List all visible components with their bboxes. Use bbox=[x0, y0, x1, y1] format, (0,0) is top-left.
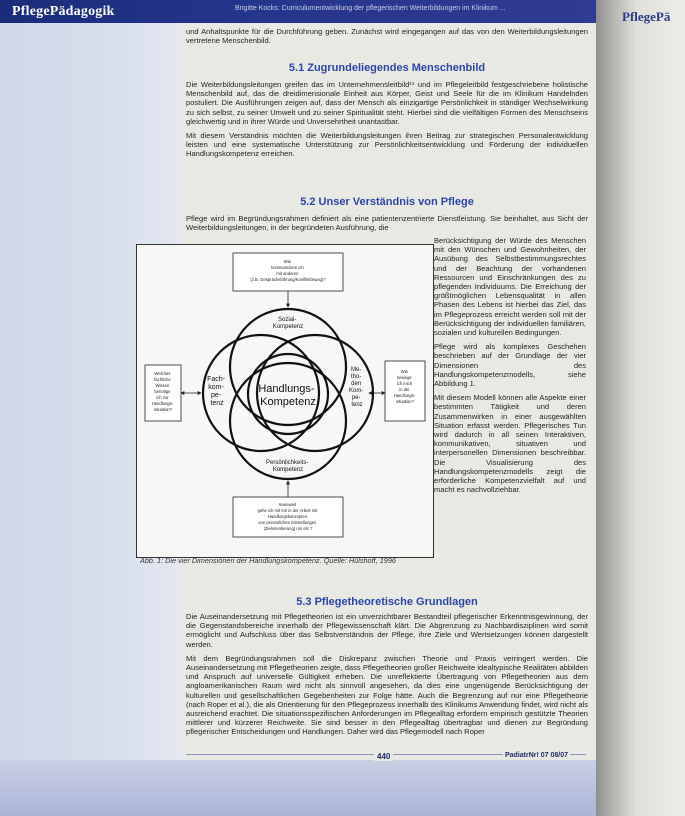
label-center: Handlungs- Kompetenz bbox=[258, 383, 316, 408]
competence-model-figure bbox=[136, 244, 434, 558]
section-5-1-p2: Mit diesem Verständnis möchten die Weiterbildungsleitungen ihren Beitrag zur strategischen Personalentwicklung leisten und eine systematische Unterstützung zur Persönlichkeitsentwicklung und Förderung der individuellen Handlungskompetenz erreichen. bbox=[186, 131, 588, 159]
box-bottom-text: Inwieweit gehe ich mit mir in der Arbeit mit Handlungskonzepten von persönlichen Einstellungen (Zielorientierung) um etc.? bbox=[257, 502, 318, 531]
competence-diagram bbox=[137, 245, 433, 557]
box-top-text: Wie kommuniziere ich mit anderen (z.B. Gesprächsführung/Konfliktlösung)? bbox=[250, 259, 326, 282]
label-social: Sozial- Kompetenz bbox=[272, 317, 304, 330]
section-heading-5-1: 5.1 Zugrundeliegendes Menschenbild bbox=[288, 62, 486, 74]
intro-paragraph bbox=[186, 27, 588, 50]
running-head: Brigitte Kocks: Curriculumentwicklung der pflegerischen Weiterbildungen im Klinikum ... bbox=[235, 5, 506, 12]
box-left-text: Welches fachliche Wissen benötige ich zur Handlungs- situation? bbox=[151, 371, 174, 412]
label-method: Me- tho- den Kom- pe- tenz bbox=[348, 367, 364, 408]
box-right-text: Wie bewege ich mich in der Handlungs- situation? bbox=[393, 369, 416, 404]
header-band bbox=[0, 0, 596, 23]
section-5-1-body bbox=[186, 80, 588, 164]
right-page-edge bbox=[596, 0, 685, 816]
section-5-3-p2: Mit dem Begründungsrahmen soll die Diskrepanz zwischen Theorie und Praxis verringert werden. Die Auseinandersetzung mit Pflegetheorien zeigte, dass Pflegetheorien großer Reichweite idealtypische Realitäten abbilden und Anspruch auf universelle Gültigkeit erheben. Die unreflektierte Übertragung von Pflegetheorien aus dem angloamerikanischen Raum wird nicht als sinnvoll angesehen, da dies eine ungenügende Berücksichtigung der kulturellen und gesellschaftlichen Gegebenheiten zur Folge hätte. Auch die Begrenzung auf nur eine Pflegetheorie (nach Roper et al.), die als Orientierung für den Pflegeprozess innerhalb des Klinikums Anwendung findet, wird nicht als ausreichend erachtet. Die situationsspezifischen Anforderungen im Pflegealltag erfordern empirisch gestützte Theorien mittlerer und kürzerer Reichweite. Sie sind besser in den Pflegealltag übertragbar und dienen zur Begründung pflegerischer Entscheidungen und Handlungen. Daher wird das Pflegemodell nach Roper bbox=[186, 653, 588, 737]
section-5-2-wrap-p1: Berücksichtigung der Würde des Menschen mit den Wünschen und Gewohnheiten, der Ausübung des Selbstbestimmungsrechtes und der Beachtung der vorhandenen Ressourcen und Einschränkungen des zu pflegenden Individuums. Die Erreichung der größtmöglichen Lebensqualität in allen Phasen des Lebens ist hierbei das Ziel, das im Pflegeprozess erreicht werden soll mit der Berücksichtigung der individuellen familiären, sozialen und kulturellen Bedingungen. bbox=[434, 236, 586, 338]
section-5-2-wrap-p3: Mit diesem Modell können alle Aspekte einer bestimmten Tätigkeit und deren Zusammenwirken in einer ausgewählten Situation erfasst werden. Pflegerisches Tun wird dadurch in all seinen Interaktiven, kommunikativen, situativen und interpersonellen Dimensionen beschreibbar. Die Visualisierung des Handlungskompetenzmodells zeigt die erforderliche Kompetenzvielfalt auf und macht es nachvollziehbar. bbox=[434, 393, 586, 495]
journal-issue: PadiatrNr! 07 08/07 bbox=[505, 752, 569, 759]
section-5-2-intro bbox=[186, 214, 588, 237]
section-5-1-p1: Die Weiterbildungsleitungen greifen das im Unternehmensleitbild¹¹ und im Pflegeleitbild festgeschriebene holistische Menschenbild auf, das die dreidimensionale Einheit aus Körper, Geist und Seele für die im Klinikum Handelnden postuliert. Die Ausführungen zeigen auf, dass der Mensch als einzigartige Persönlichkeit in ständiger Wechselwirkung zu sich selbst, zu seiner Umwelt und zu seiner Spiritualität steht. Hierbei sind die vielfältigen Formen des Menschseins gleichwertig und in ihrer Würde und Unversehrtheit unantastbar. bbox=[186, 80, 588, 126]
label-personal: Persönlichkeits- Kompetenz bbox=[265, 460, 309, 473]
bottom-margin-band bbox=[0, 760, 596, 816]
label-fach: Fach- kom- pe- tenz bbox=[207, 376, 225, 407]
section-5-3-body bbox=[186, 612, 588, 742]
section-5-2-wrap-p2: Pflege wird als komplexes Geschehen beschrieben auf der Grundlage der vier Dimensionen des Handlungskompetenzmodells, siehe Abbildung 1. bbox=[434, 342, 586, 389]
journal-brand: PflegePädagogik bbox=[12, 4, 115, 19]
section-5-2-p1: Pflege wird im Begründungsrahmen definiert als eine patientenzentrierte Dienstleistung. Sie beinhaltet, aus Sicht der Weiterbildungsleitungen, in der begründeten Ausführung, die bbox=[186, 214, 588, 233]
section-heading-5-3: 5.3 Pflegetheoretische Grundlagen bbox=[296, 596, 478, 608]
page-number: 440 bbox=[374, 752, 393, 761]
section-5-2-wrap-column bbox=[434, 236, 586, 499]
section-5-3-p1: Die Auseinandersetzung mit Pflegetheorien ist ein unverzichtbarer Bestandteil pflegerischer Erkenntnisgewinnung, der die Gegenstandsbereiche innerhalb der Pflegewissenschaft klärt. Die Abgrenzung zu Nachbardisziplinen wird somit ermöglicht und Aufschluss über das Selbstverständnis der Pflege, ihre Ziele und Wertsetzungen können dargestellt werden. bbox=[186, 612, 588, 649]
section-heading-5-2: 5.2 Unser Verständnis von Pflege bbox=[300, 196, 474, 208]
intro-text: und Anhaltspunkte für die Durchführung geben. Zunächst wird eingegangen auf das von den Weiterbildungsleitungen vertretene Menschenbild. bbox=[186, 27, 588, 46]
next-page-brand: PflegePä bbox=[622, 9, 671, 24]
figure-caption: Abb. 1: Die vier Dimensionen der Handlungskompetenz. Quelle: Hülshoff, 1996 bbox=[140, 556, 396, 565]
